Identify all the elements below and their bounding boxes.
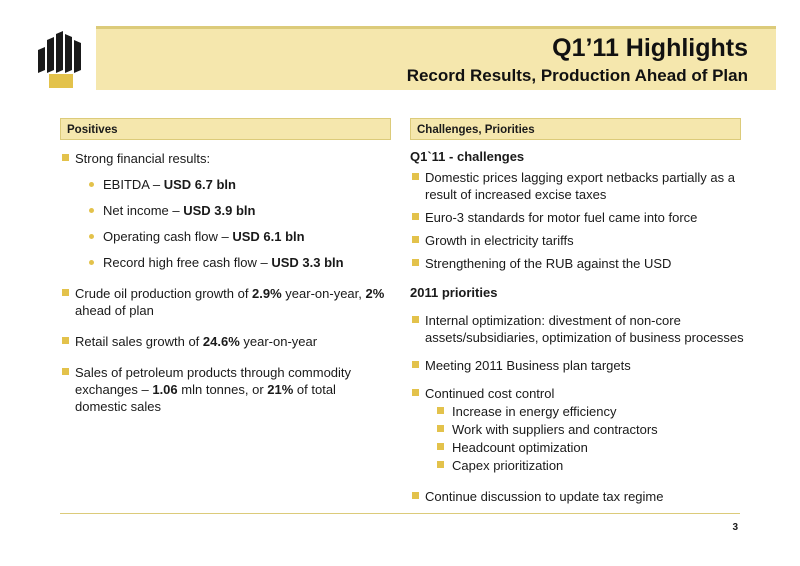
page-subtitle: Record Results, Production Ahead of Plan [406,66,748,85]
square-bullet-icon [412,236,419,243]
list-item: Continue discussion to update tax regime [410,488,755,505]
list-subitem: Record high free cash flow – USD 3.3 bln [60,254,390,271]
square-bullet-icon [412,259,419,266]
square-bullet-icon [437,425,444,432]
list-item: Retail sales growth of 24.6% year-on-year [60,333,390,350]
square-bullet-icon [412,173,419,180]
square-bullet-icon [62,289,69,296]
list-item: Growth in electricity tariffs [410,232,755,249]
page-number: 3 [732,522,738,533]
list-item: Sales of petroleum products through commodity exchanges – 1.06 mln tonnes, or 21% of total domestic sales [60,364,390,415]
list-item: Meeting 2011 Business plan targets [410,357,755,374]
positives-header: Positives [60,118,391,140]
list-subitem: Increase in energy efficiency [410,403,755,420]
list-subitem: Operating cash flow – USD 6.1 bln [60,228,390,245]
list-item: Internal optimization: divestment of non-core assets/subsidiaries, optimization of business processes [410,312,755,346]
list-subitem: EBITDA – USD 6.7 bln [60,176,390,193]
challenges-list [410,148,755,505]
list-item: Crude oil production growth of 2.9% year-on-year, 2% ahead of plan [60,285,390,319]
list-item: Continued cost control [410,385,755,402]
list-subitem: Work with suppliers and contractors [410,421,755,438]
list-subitem: Capex prioritization [410,457,755,474]
list-subitem: Headcount optimization [410,439,755,456]
list-item: Euro-3 standards for motor fuel came into force [410,209,755,226]
square-bullet-icon [412,316,419,323]
square-bullet-icon [437,461,444,468]
list-item: Domestic prices lagging export netbacks partially as a result of increased excise taxes [410,169,755,203]
header-band [96,26,776,90]
dot-bullet-icon [89,182,94,187]
square-bullet-icon [412,213,419,220]
challenges-header: Challenges, Priorities [410,118,741,140]
dot-bullet-icon [89,260,94,265]
company-logo-icon [36,28,86,90]
square-bullet-icon [62,154,69,161]
dot-bullet-icon [89,234,94,239]
list-item: Strengthening of the RUB against the USD [410,255,755,272]
list-subitem: Net income – USD 3.9 bln [60,202,390,219]
square-bullet-icon [412,361,419,368]
square-bullet-icon [437,407,444,414]
positives-list [60,150,390,415]
square-bullet-icon [62,368,69,375]
square-bullet-icon [437,443,444,450]
list-item: Strong financial results: [60,150,390,167]
priorities-heading: 2011 priorities [410,285,498,300]
square-bullet-icon [62,337,69,344]
footer-divider [60,513,740,514]
square-bullet-icon [412,492,419,499]
page-title: Q1’11 Highlights [552,34,748,62]
square-bullet-icon [412,389,419,396]
q1-challenges-heading: Q1`11 - challenges [410,149,525,164]
dot-bullet-icon [89,208,94,213]
